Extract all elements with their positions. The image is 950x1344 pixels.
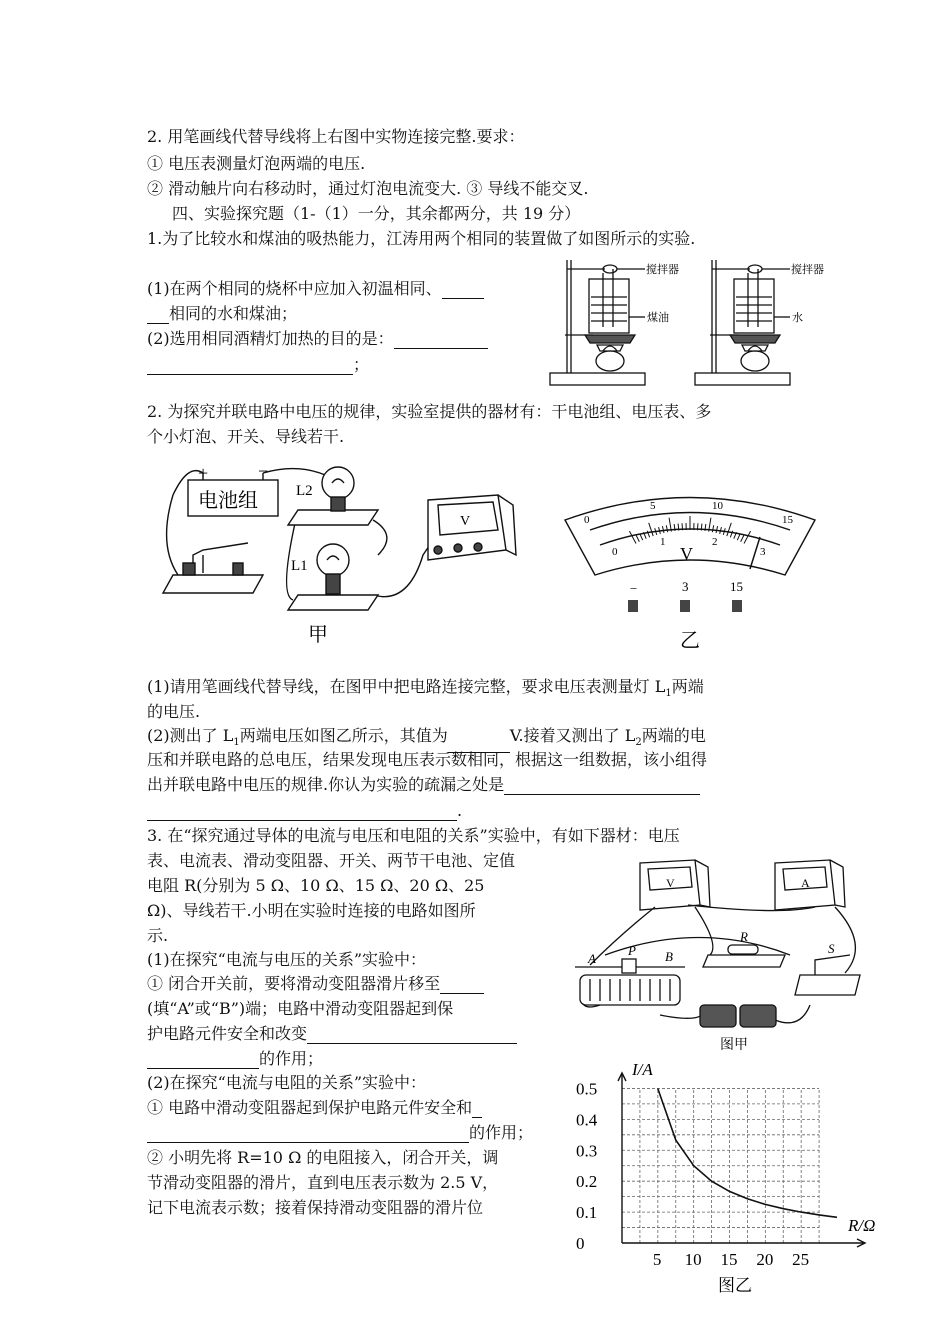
q3-label-R: R bbox=[740, 929, 748, 944]
q2-voltmeter-dial-figure bbox=[560, 485, 825, 660]
q1-p2-line2: ； bbox=[147, 355, 369, 375]
q2-label-L1: L1 bbox=[291, 558, 308, 574]
s2-line3: ② 滑动触片向右移动时，通过灯泡电流变大. ③ 导线不能交叉. bbox=[147, 179, 589, 198]
q3-label-B: B bbox=[665, 949, 673, 964]
x-tick-label: 20 bbox=[756, 1250, 774, 1269]
q3-p2-4: 节滑动变阻器的滑片，直到电压表示数为 2.5 V， bbox=[147, 1173, 499, 1192]
q2-p2-line: . bbox=[147, 801, 462, 821]
q2-blank-flaw[interactable] bbox=[504, 778, 700, 795]
q3-p1-4: 的作用； bbox=[147, 1049, 323, 1069]
q3-p2-1: ① 电路中滑动变阻器起到保护电路元件安全和 bbox=[147, 1098, 482, 1118]
chart-ylabel: I/A bbox=[632, 1060, 653, 1079]
terminal-post-neg bbox=[628, 600, 638, 612]
q1-blank-2[interactable] bbox=[394, 332, 488, 349]
q2-fig-b-caption: 乙 bbox=[680, 630, 700, 652]
s2-line2: ① 电压表测量灯泡两端的电压. bbox=[147, 154, 366, 173]
chart-ticks bbox=[576, 1079, 809, 1269]
y-tick-label: 0.4 bbox=[576, 1110, 598, 1130]
q2-battery-label: 电池组 bbox=[198, 490, 258, 512]
q3-blank-role-b[interactable] bbox=[147, 1052, 259, 1069]
dial-tick bbox=[662, 526, 664, 533]
q2-p1c: 的电压. bbox=[147, 702, 201, 721]
q2-circuit-figure bbox=[148, 455, 528, 655]
dial-tick bbox=[678, 524, 679, 531]
q1-label-stirrer-left: 搅拌器 bbox=[646, 264, 679, 276]
dial-tick bbox=[636, 535, 639, 541]
q1-stem: 1.为了比较水和煤油的吸热能力，江涛用两个相同的装置做了如图所示的实验. bbox=[147, 229, 696, 248]
y-tick-label: 0.2 bbox=[576, 1172, 598, 1192]
dial-tick bbox=[666, 525, 667, 532]
q2-p2f: 出并联电路中电压的规律.你认为实验的疏漏之处是 bbox=[147, 775, 700, 795]
dial-tick bbox=[741, 535, 744, 541]
dial-tick bbox=[727, 523, 731, 536]
dial-tick bbox=[716, 526, 718, 533]
q1-label-kerosene: 煤油 bbox=[647, 312, 669, 324]
chart-grid bbox=[622, 1088, 819, 1243]
q1-label-water: 水 bbox=[792, 312, 803, 324]
dial-tick bbox=[737, 534, 740, 540]
q1-p2: (2)选用相同酒精灯加热的目的是： bbox=[147, 329, 488, 349]
q3-blank-role2[interactable] bbox=[472, 1101, 482, 1118]
terminal-3: 3 bbox=[682, 579, 689, 594]
q3-meter-v-label: V bbox=[666, 876, 675, 890]
q3-p1-3: 护电路元件安全和改变 bbox=[147, 1024, 517, 1044]
dial-bottom-2: 2 bbox=[712, 536, 718, 548]
dial-top-5: 5 bbox=[650, 500, 656, 512]
y-tick-label: 0.1 bbox=[576, 1203, 598, 1223]
chart-caption: 图乙 bbox=[718, 1276, 752, 1295]
dial-tick bbox=[649, 523, 653, 536]
dial-bottom-3: 3 bbox=[760, 546, 766, 558]
q3-stem-5: 示. bbox=[147, 926, 169, 945]
q3-p1-1: ① 闭合开关前，要将滑动变阻器滑片移至 bbox=[147, 974, 484, 994]
dial-tick bbox=[712, 525, 713, 532]
dial-bottom-1: 1 bbox=[660, 536, 666, 548]
q3-stem-2: 表、电流表、滑动变阻器、开关、两节干电池、定值 bbox=[147, 851, 516, 870]
dial-tick bbox=[744, 531, 751, 543]
q3-label-P: P bbox=[628, 943, 636, 958]
q3-p2-2: 的作用； bbox=[147, 1123, 533, 1143]
y-tick-label: 0.5 bbox=[576, 1079, 598, 1099]
q1-blank-2b[interactable] bbox=[147, 358, 353, 375]
y-tick-label: 0.3 bbox=[576, 1141, 598, 1161]
dial-tick bbox=[701, 524, 702, 531]
dial-bottom-0: 0 bbox=[612, 546, 618, 558]
q2-stem-1: 2. 为探究并联电路中电压的规律，实验室提供的器材有：干电池组、电压表、多 bbox=[147, 402, 712, 421]
q3-blank-role[interactable] bbox=[307, 1027, 517, 1044]
s2-line1: 2. 用笔画线代替导线将上右图中实物连接完整.要求： bbox=[147, 127, 525, 146]
dial-tick bbox=[629, 531, 636, 543]
q3-label-S: S bbox=[828, 941, 835, 956]
q1-apparatus-figure bbox=[545, 255, 824, 390]
q3-stem-3: 电阻 R(分别为 5 Ω、10 Ω、15 Ω、20 Ω、25 bbox=[147, 876, 485, 895]
q2-fig-a-caption: 甲 bbox=[308, 624, 328, 646]
dial-top-15: 15 bbox=[782, 514, 793, 526]
q1-blank-1[interactable] bbox=[442, 282, 484, 299]
terminal-post-15 bbox=[732, 600, 742, 612]
x-tick-label: 5 bbox=[652, 1250, 662, 1269]
q3-stem-4: Ω)、导线若干.小明在实验时连接的电路如图所 bbox=[147, 901, 476, 920]
terminal-post-3 bbox=[680, 600, 690, 612]
q1-p1a: (1)在两个相同的烧杯中应加入初温相同、 bbox=[147, 279, 484, 299]
dial-top-0: 0 bbox=[584, 514, 590, 526]
q1-p1b: 相同的水和煤油； bbox=[147, 304, 297, 324]
q3-p2-3: ② 小明先将 R=10 Ω 的电阻接入，闭合开关，调 bbox=[147, 1148, 499, 1167]
y-tick-label: 0 bbox=[576, 1234, 585, 1253]
chart-xlabel: R/Ω bbox=[848, 1216, 876, 1235]
x-tick-label: 10 bbox=[684, 1250, 702, 1269]
q3-fig-a-caption: 图甲 bbox=[720, 1038, 748, 1053]
q3-p1-2: (填“A”或“B”)端；电路中滑动变阻器起到保 bbox=[147, 999, 454, 1018]
q2-label-L2: L2 bbox=[296, 483, 313, 499]
q3-p1: (1)在探究“电流与电压的关系”实验中： bbox=[147, 950, 427, 969]
chart-axes bbox=[618, 1073, 865, 1247]
q2-p1a: (1)请用笔画线代替导线，在图甲中把电路连接完整，要求电压表测量灯 $L_1$两端 bbox=[147, 677, 704, 700]
q3-p2: (2)在探究“电流与电阻的关系”实验中： bbox=[147, 1073, 427, 1092]
dial-tick bbox=[640, 534, 643, 540]
q3-label-A: A bbox=[588, 951, 596, 966]
q3-circuit-figure bbox=[560, 855, 880, 1055]
q2-blank-flaw-b[interactable] bbox=[147, 804, 457, 821]
q2-stem-2: 个小灯泡、开关、导线若干. bbox=[147, 427, 345, 446]
q2-dial-v: V bbox=[680, 544, 693, 564]
svg-text:+: + bbox=[198, 463, 209, 483]
q2-p2a: (2)测出了 $L_1$两端电压如图乙所示，其值为 V.接着又测出了 $L_2$两端的电 bbox=[147, 726, 706, 753]
q3-p2-5: 记下电流表示数；接着保持滑动变阻器的滑片位 bbox=[147, 1198, 484, 1217]
q3-stem-1: 3. 在“探究通过导体的电流与电压和电阻的关系”实验中，有如下器材：电压 bbox=[147, 826, 680, 845]
x-tick-label: 15 bbox=[720, 1250, 738, 1269]
q3-blank-end[interactable] bbox=[440, 977, 484, 994]
q1-blank-1b[interactable] bbox=[147, 307, 169, 324]
terminal-15: 15 bbox=[730, 579, 743, 594]
q1-label-stirrer-right: 搅拌器 bbox=[791, 264, 824, 276]
q2-meter-v-label: V bbox=[460, 514, 471, 529]
q3-meter-a-label: A bbox=[801, 876, 810, 890]
q3-ir-chart bbox=[560, 1055, 900, 1300]
q3-blank-role2-b[interactable] bbox=[147, 1126, 469, 1143]
terminal-neg: − bbox=[630, 581, 638, 596]
section4-title: 四、实验探究题（1-（1）一分，其余都两分，共 19 分） bbox=[172, 204, 581, 223]
q2-p2e: 压和并联电路的总电压，结果发现电压表示数相同，根据这一组数据，该小组得 bbox=[147, 750, 708, 769]
x-tick-label: 25 bbox=[792, 1250, 810, 1269]
svg-text:−: − bbox=[258, 461, 269, 481]
dial-top-10: 10 bbox=[712, 500, 723, 512]
